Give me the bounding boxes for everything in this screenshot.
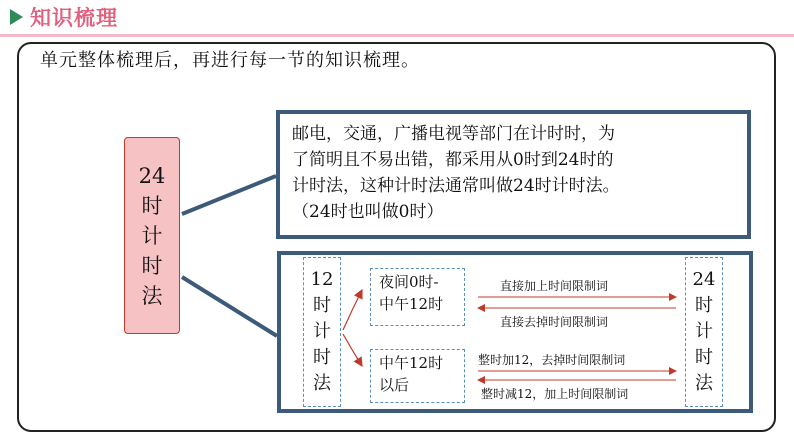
definition-line: 了简明且不易出错，都采用从0时到24时的 xyxy=(292,150,614,170)
afternoon-period-line: 中午12时 xyxy=(379,354,444,372)
connector-root-conversion xyxy=(182,277,277,336)
definition-line: 邮电，交通，广播电视等部门在计时时，为 xyxy=(292,124,615,144)
afternoon-period-line: 以后 xyxy=(379,376,410,394)
afternoon-period-box xyxy=(370,349,465,403)
definition-line: 计时法，这种计时法通常叫做24时计时法。 xyxy=(292,176,620,196)
twenty-four-hour-char: 计 xyxy=(695,321,713,342)
intro-text: 单元整体梳理后，再进行每一节的知识梳理。 xyxy=(40,50,420,71)
rule-noon-to-24: 整时加12，去掉时间限制词 xyxy=(478,353,626,367)
night-period-line: 夜间0时- xyxy=(379,273,439,291)
twelve-hour-char: 12 xyxy=(310,269,334,290)
root-char: 时 xyxy=(141,253,163,278)
root-char: 计 xyxy=(141,223,163,248)
twenty-four-hour-system-label xyxy=(685,257,723,407)
rule-noon-from-24: 整时减12，加上时间限制词 xyxy=(481,387,629,401)
root-char: 24 xyxy=(138,163,166,188)
twenty-four-hour-char: 时 xyxy=(695,347,713,368)
night-period-line: 中午12时 xyxy=(379,295,444,313)
root-char: 时 xyxy=(141,193,163,218)
rule-night-from-24: 直接去掉时间限制词 xyxy=(500,315,609,329)
connector-root-definition xyxy=(182,176,276,214)
twelve-hour-system-label xyxy=(303,257,341,407)
twelve-hour-char: 时 xyxy=(313,347,331,368)
twenty-four-hour-char: 法 xyxy=(695,373,713,394)
twelve-hour-char: 计 xyxy=(313,321,331,342)
root-char: 法 xyxy=(141,283,163,308)
rule-night-to-24: 直接加上时间限制词 xyxy=(500,279,609,293)
definition-line: （24时也叫做0时） xyxy=(292,202,444,222)
twenty-four-hour-char: 24 xyxy=(692,269,716,290)
page-title: 知识梳理 xyxy=(30,6,118,30)
definition-text xyxy=(292,121,747,225)
twelve-hour-char: 时 xyxy=(313,295,331,316)
twelve-hour-char: 法 xyxy=(313,373,331,394)
twenty-four-hour-char: 时 xyxy=(695,295,713,316)
night-period-box xyxy=(370,268,465,326)
